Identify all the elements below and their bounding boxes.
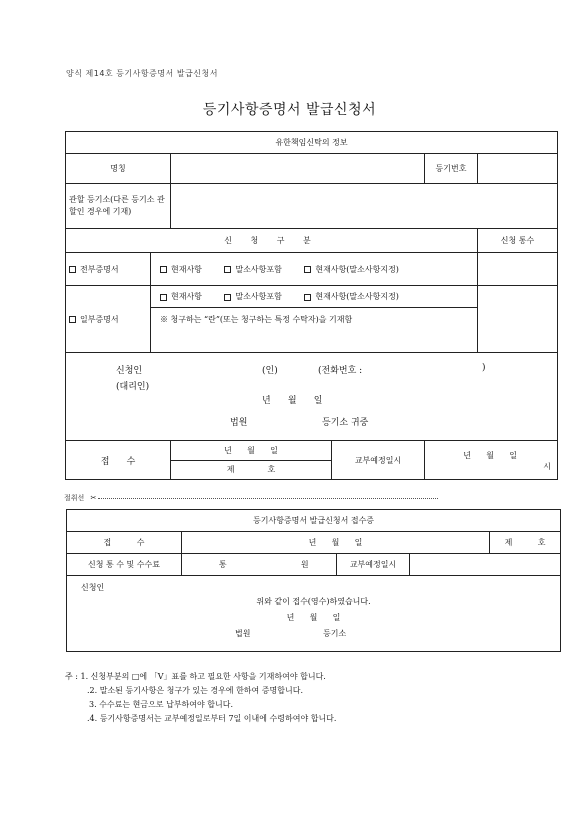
receipt-date: 년 월 일 xyxy=(182,532,490,554)
applicant-date: 년 월 일 xyxy=(262,396,323,406)
name-label: 명칭 xyxy=(66,154,171,184)
phone-close: ) xyxy=(482,363,486,373)
receipt-registry: 등기소 xyxy=(323,629,347,638)
issue-label: 교부예정일시 xyxy=(332,441,425,480)
scissors-icon: ✂ xyxy=(90,494,97,502)
receipt-title: 등기사항증명서 발급신청서 접수증 xyxy=(67,510,561,532)
applicant-registry: 등기소 귀중 xyxy=(322,418,369,428)
partial-deleted-label: 말소사항포함 xyxy=(235,292,282,301)
cut-line xyxy=(64,493,438,503)
full-cert-row[interactable] xyxy=(66,253,151,286)
note-line-1: 주 : 1. 신청부분의 □에 「V」표를 하고 필요한 사항을 기재하여야 합니다. xyxy=(65,672,326,681)
reg-no-label: 등기번호 xyxy=(425,154,478,184)
receipt-accepted-text: 위와 같이 접수(영수)하였습니다. xyxy=(256,597,371,606)
receipt-copies: 통 xyxy=(182,554,237,576)
full-cert-copies-field[interactable] xyxy=(478,253,558,286)
registry-field[interactable] xyxy=(171,184,558,229)
receipt-reception-label: 접 수 xyxy=(67,532,182,554)
note-line-4: .4. 등기사항증명서는 교부예정일로부터 7일 이내에 수령하여야 합니다. xyxy=(87,714,337,723)
issue-hour: 시 xyxy=(543,462,552,471)
partial-cert-row[interactable] xyxy=(66,286,151,353)
cutline-label: 절취선 xyxy=(64,494,85,502)
phone-label: (전화번호 : xyxy=(318,366,363,376)
applicant-label: 신청인 xyxy=(116,366,143,376)
receipt-accepted-date: 년 월 일 xyxy=(286,613,341,622)
partial-current-label: 현재사항 xyxy=(171,292,202,301)
partial-cert-note: ※ 청구하는 “란”(또는 청구하는 특정 수탁자)을 기재함 xyxy=(160,315,353,324)
note-line-3: 3. 수수료는 현금으로 납부하여야 합니다. xyxy=(89,700,233,709)
full-cert-label: 전부증명서 xyxy=(80,264,119,274)
receipt-applicant-label: 신청인 xyxy=(81,583,105,592)
full-cert-options xyxy=(151,253,478,286)
full-cert-checkbox[interactable] xyxy=(69,266,76,273)
full-deleted-checkbox[interactable] xyxy=(224,266,231,273)
applicant-court: 법원 xyxy=(230,418,248,428)
cut-dotted-line xyxy=(98,498,438,499)
receipt-body xyxy=(67,576,561,652)
copies-label: 신청 통수 xyxy=(478,229,558,253)
full-current-label: 현재사항 xyxy=(171,264,202,274)
notes xyxy=(65,670,336,726)
trust-info-title: 유한책임신탁의 정보 xyxy=(66,132,558,154)
registry-label: 관할 등기소(다른 등기소 관할인 경우에 기재) xyxy=(66,184,171,229)
issue-date: 년 월 일 xyxy=(463,451,517,460)
reg-no-field[interactable] xyxy=(478,154,558,184)
full-deleted-label: 말소사항포함 xyxy=(235,264,282,274)
page-title: 등기사항증명서 발급신청서 xyxy=(202,102,377,118)
full-current-checkbox[interactable] xyxy=(160,266,167,273)
reception-no: 제 호 xyxy=(171,460,332,480)
partial-cert-checkbox[interactable] xyxy=(69,316,76,323)
receipt-issue-field[interactable] xyxy=(410,554,561,576)
full-designated-label: 현재사항(말소사항지정) xyxy=(315,264,399,274)
receipt-issue-label: 교부예정일시 xyxy=(337,554,410,576)
receipt-form xyxy=(66,509,561,652)
receipt-court: 법원 xyxy=(235,629,251,638)
seal-mark: (인) xyxy=(262,366,278,376)
partial-designated-checkbox[interactable] xyxy=(304,294,311,301)
application-form xyxy=(65,131,558,480)
partial-deleted-checkbox[interactable] xyxy=(224,294,231,301)
note-line-2: .2. 말소된 등기사항은 청구가 있는 경우에 한하여 증명합니다. xyxy=(87,686,303,695)
applicant-section xyxy=(66,353,558,441)
reception-label: 접 수 xyxy=(66,441,171,480)
partial-designated-label: 현재사항(말소사항지정) xyxy=(315,292,399,301)
request-type-title: 신 청 구 분 xyxy=(66,229,478,253)
partial-cert-label: 일부증명서 xyxy=(80,314,119,324)
name-field[interactable] xyxy=(171,154,425,184)
issue-datetime[interactable] xyxy=(425,441,558,480)
receipt-no: 제 호 xyxy=(490,532,561,554)
copies-fee-label: 신청 통 수 및 수수료 xyxy=(67,554,182,576)
partial-cert-options xyxy=(151,286,478,308)
form-number: 양식 제14호 등기사항증명서 발급신청서 xyxy=(66,69,218,78)
reception-date: 년 월 일 xyxy=(171,441,332,461)
full-designated-checkbox[interactable] xyxy=(304,266,311,273)
partial-current-checkbox[interactable] xyxy=(160,294,167,301)
partial-cert-note-field[interactable] xyxy=(151,308,478,353)
receipt-fee: 원 xyxy=(237,554,337,576)
agent-label: (대리인) xyxy=(116,382,150,392)
partial-cert-copies-field[interactable] xyxy=(478,286,558,353)
